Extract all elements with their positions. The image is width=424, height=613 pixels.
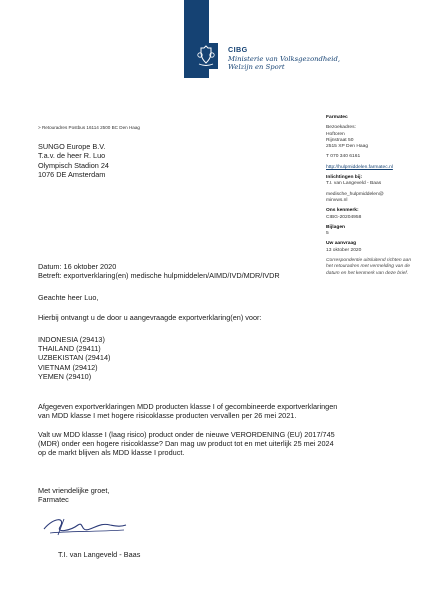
attachments-value: 5 [326,231,329,237]
date-subject-block [38,262,338,280]
intro-text: Hierbij ontvangt u de door u aangevraagde exportverklaring(en) voor: [38,313,262,322]
addressee-block [38,142,109,179]
addressee-company: SUNGO Europe B.V. [38,142,106,151]
reference-label: Ons kenmerk: [326,208,359,214]
sidebar-info [326,115,418,277]
salutation: Geachte heer Luo, [38,293,99,302]
closing-greeting: Met vriendelijke groet, [38,486,110,495]
website-link[interactable]: http://hulpmiddelen.farmatec.nl [326,164,393,170]
paragraph-mdr: Valt uw MDD klasse I (laag risico) product onder de nieuwe VERORDENING (EU) 2017/745 (MDR) onder een hogere risicoklasse? Dan mag uw product tot en met uiterlijk 25 mei 2024 op de markt blijven als MDD klasse I product. [38,430,335,458]
visit-label: Bezoekadres: [326,125,356,131]
org-abbreviation: CIBG [228,45,248,54]
return-address: > Retouradres Postbus 16114 2500 BC Den Haag [38,125,140,130]
coat-of-arms-icon [194,43,218,69]
reference-value: CIBG-20204958 [326,214,362,220]
paragraph-expiry: Afgegeven exportverklaringen MDD producten klasse I of gecombineerde exportverklaringen van MDD klasse I met hogere risicoklasse producten vervallen per 26 mei 2021. [38,402,338,421]
ministry-line-1: Ministerie van Volksgezondheid, [228,54,340,63]
email-line: medische_hulpmiddelen@ [326,191,384,197]
info-label: Inlichtingen bij: [326,175,363,181]
sidebar-org: Farmatec [326,115,348,120]
correspondence-note: Correspondentie uitsluitend richten aan het retouradres met vermelding van de datum en het kenmerk van deze brief. [326,258,412,276]
email-line: minvws.nl [326,197,348,203]
handwritten-signature [40,513,130,539]
country-list [38,335,338,381]
closing-block [38,486,338,504]
visit-line: Rijnstraat 50 [326,137,354,143]
attachments-label: Bijlagen [326,224,346,230]
visit-line: 2515 XP Den Haag [326,144,369,150]
addressee-attention: T.a.v. de heer R. Luo [38,151,106,161]
country-item: THAILAND (29411) [38,344,101,354]
country-item: UZBEKISTAN (29414) [38,353,111,363]
country-item: INDONESIA (29413) [38,335,105,344]
addressee-street: Olympisch Stadion 24 [38,160,109,170]
addressee-city: 1076 DE Amsterdam [38,169,106,179]
visit-line: Hoftoren [326,131,345,137]
phone-number: T 070 340 6161 [326,154,361,160]
ministry-name [228,46,358,72]
signer-name: T.I. van Langeveld - Baas [58,550,141,559]
letter-date: Datum: 16 oktober 2020 [38,262,117,271]
info-name: T.I. van Langeveld - Baas [326,181,382,187]
country-item: YEMEN (29410) [38,371,92,381]
ministry-line-2: Welzijn en Sport [228,63,285,72]
request-value: 13 oktober 2020 [326,247,362,253]
request-label: Uw aanvraag [326,241,357,247]
country-item: VIETNAM (29412) [38,362,98,372]
closing-org: Farmatec [38,495,69,505]
letter-subject: Betreft: exportverklaring(en) medische hulpmiddelen/AIMD/IVD/MDR/IVDR [38,271,280,281]
